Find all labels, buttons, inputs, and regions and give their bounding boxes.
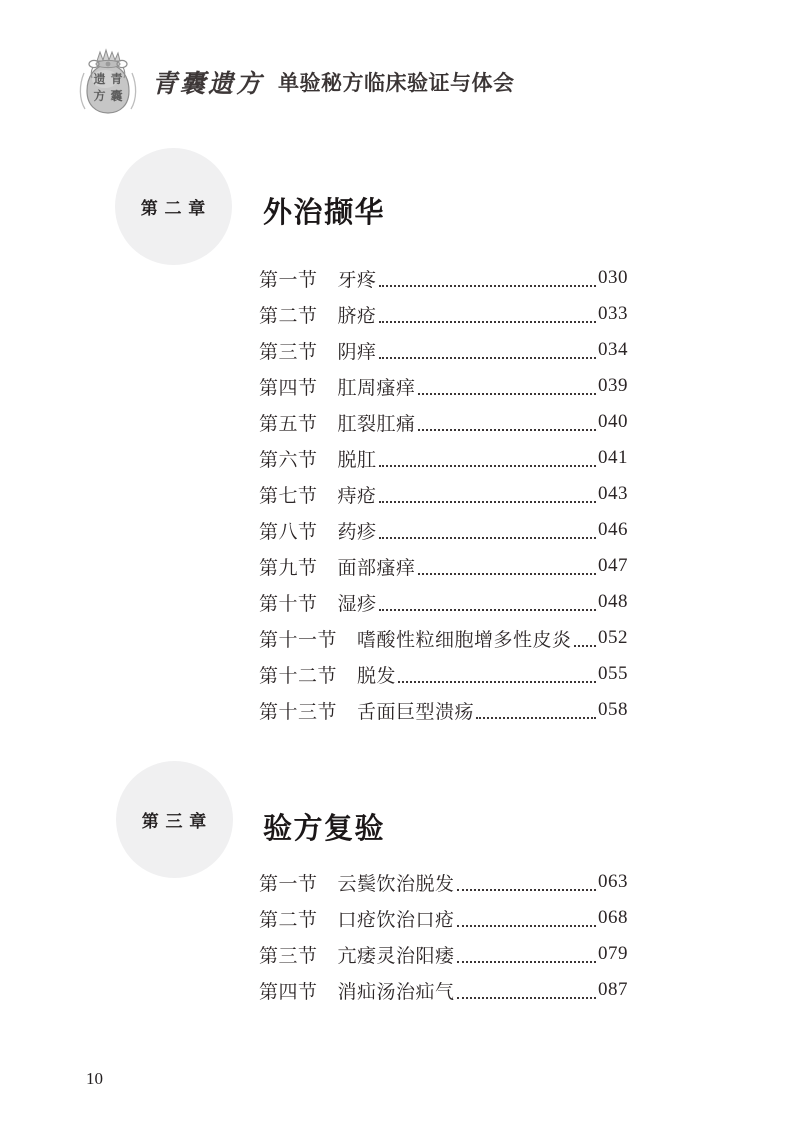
toc-entry: [259, 548, 628, 584]
toc-entry: [259, 296, 628, 332]
dot-leader: [574, 630, 596, 647]
section-page-number: 058: [598, 699, 628, 720]
toc-entry: [259, 864, 628, 900]
toc-entry: [259, 404, 628, 440]
section-page-number: 087: [598, 979, 628, 1000]
section-page-number: 063: [598, 871, 628, 892]
chapter-3-title: 验方复验: [263, 813, 386, 845]
section-title: 消疝汤治疝气: [337, 981, 455, 1003]
dot-leader: [379, 270, 596, 287]
dot-leader: [379, 594, 596, 611]
toc-entry: [259, 476, 628, 512]
section-label: 第九节: [259, 557, 318, 579]
section-title: 肛裂肛痛: [337, 413, 416, 435]
toc-entry: [259, 620, 628, 656]
toc-entry: [259, 584, 628, 620]
page-header: [78, 46, 515, 118]
section-label: 第四节: [259, 981, 318, 1003]
section-title: 嗜酸性粒细胞增多性皮炎: [357, 629, 572, 651]
section-page-number: 030: [598, 267, 628, 288]
pouch-char: 青: [110, 72, 123, 86]
section-title: 亢痿灵治阳痿: [337, 945, 455, 967]
page-number: 10: [86, 1069, 103, 1088]
dot-leader: [379, 450, 596, 467]
section-page-number: 040: [598, 411, 628, 432]
medicine-pouch-logo: [78, 47, 138, 117]
section-label: 第七节: [259, 485, 318, 507]
dot-leader: [457, 946, 596, 963]
section-label: 第八节: [259, 521, 318, 543]
dot-leader: [418, 378, 596, 395]
section-label: 第四节: [259, 377, 318, 399]
dot-leader: [379, 486, 596, 503]
section-title: 药疹: [337, 521, 377, 543]
dot-leader: [379, 306, 596, 323]
dot-leader: [476, 702, 596, 719]
toc-entry: [259, 972, 628, 1008]
section-label: 第一节: [259, 873, 318, 895]
section-label: 第六节: [259, 449, 318, 471]
section-page-number: 068: [598, 907, 628, 928]
section-page-number: 047: [598, 555, 628, 576]
dot-leader: [379, 522, 596, 539]
pouch-char: 方: [93, 89, 106, 103]
chapter-2-label: 第 二 章: [140, 199, 207, 218]
section-title: 脐疮: [337, 305, 377, 327]
chapter-2-toc-list: [259, 260, 628, 728]
section-title: 云鬓饮治脱发: [337, 873, 455, 895]
section-title: 舌面巨型溃疡: [357, 701, 475, 723]
chapter-3-circle: [116, 761, 233, 878]
section-title: 牙疼: [337, 269, 377, 291]
dot-leader: [418, 414, 596, 431]
section-page-number: 046: [598, 519, 628, 540]
section-page-number: 055: [598, 663, 628, 684]
toc-entry: [259, 900, 628, 936]
toc-entry: [259, 440, 628, 476]
section-title: 口疮饮治口疮: [337, 909, 455, 931]
section-label: 第十节: [259, 593, 318, 615]
section-title: 阴痒: [337, 341, 377, 363]
toc-entry: [259, 656, 628, 692]
chapter-2-title: 外治撷华: [263, 197, 386, 229]
toc-entry: [259, 260, 628, 296]
section-page-number: 041: [598, 447, 628, 468]
section-label: 第一节: [259, 269, 318, 291]
dot-leader: [457, 910, 596, 927]
section-label: 第二节: [259, 305, 318, 327]
chapter-2-circle: [115, 148, 232, 265]
section-title: 湿疹: [337, 593, 377, 615]
section-page-number: 048: [598, 591, 628, 612]
section-title: 痔疮: [337, 485, 377, 507]
section-title: 脱发: [357, 665, 397, 687]
section-title: 脱肛: [337, 449, 377, 471]
pouch-char: 囊: [110, 89, 123, 103]
section-title: 面部瘙痒: [337, 557, 416, 579]
pouch-char: 遗: [93, 72, 106, 86]
toc-entry: [259, 936, 628, 972]
section-page-number: 052: [598, 627, 628, 648]
section-page-number: 039: [598, 375, 628, 396]
pouch-seal-text: [91, 71, 125, 105]
dot-leader: [457, 874, 596, 891]
section-label: 第二节: [259, 909, 318, 931]
chapter-3-label: 第 三 章: [141, 812, 208, 831]
section-label: 第三节: [259, 341, 318, 363]
dot-leader: [418, 558, 596, 575]
section-page-number: 034: [598, 339, 628, 360]
chapter-3-toc-list: [259, 864, 628, 1008]
book-title: 单验秘方临床验证与体会: [278, 72, 515, 95]
section-label: 第十一节: [259, 629, 338, 651]
section-label: 第十二节: [259, 665, 338, 687]
series-title: 青囊遗方: [152, 69, 265, 98]
dot-leader: [379, 342, 596, 359]
section-title: 肛周瘙痒: [337, 377, 416, 399]
section-label: 第五节: [259, 413, 318, 435]
toc-entry: [259, 332, 628, 368]
section-label: 第三节: [259, 945, 318, 967]
section-page-number: 033: [598, 303, 628, 324]
section-label: 第十三节: [259, 701, 338, 723]
toc-entry: [259, 512, 628, 548]
section-page-number: 079: [598, 943, 628, 964]
toc-entry: [259, 368, 628, 404]
toc-entry: [259, 692, 628, 728]
dot-leader: [398, 666, 596, 683]
dot-leader: [457, 982, 596, 999]
section-page-number: 043: [598, 483, 628, 504]
